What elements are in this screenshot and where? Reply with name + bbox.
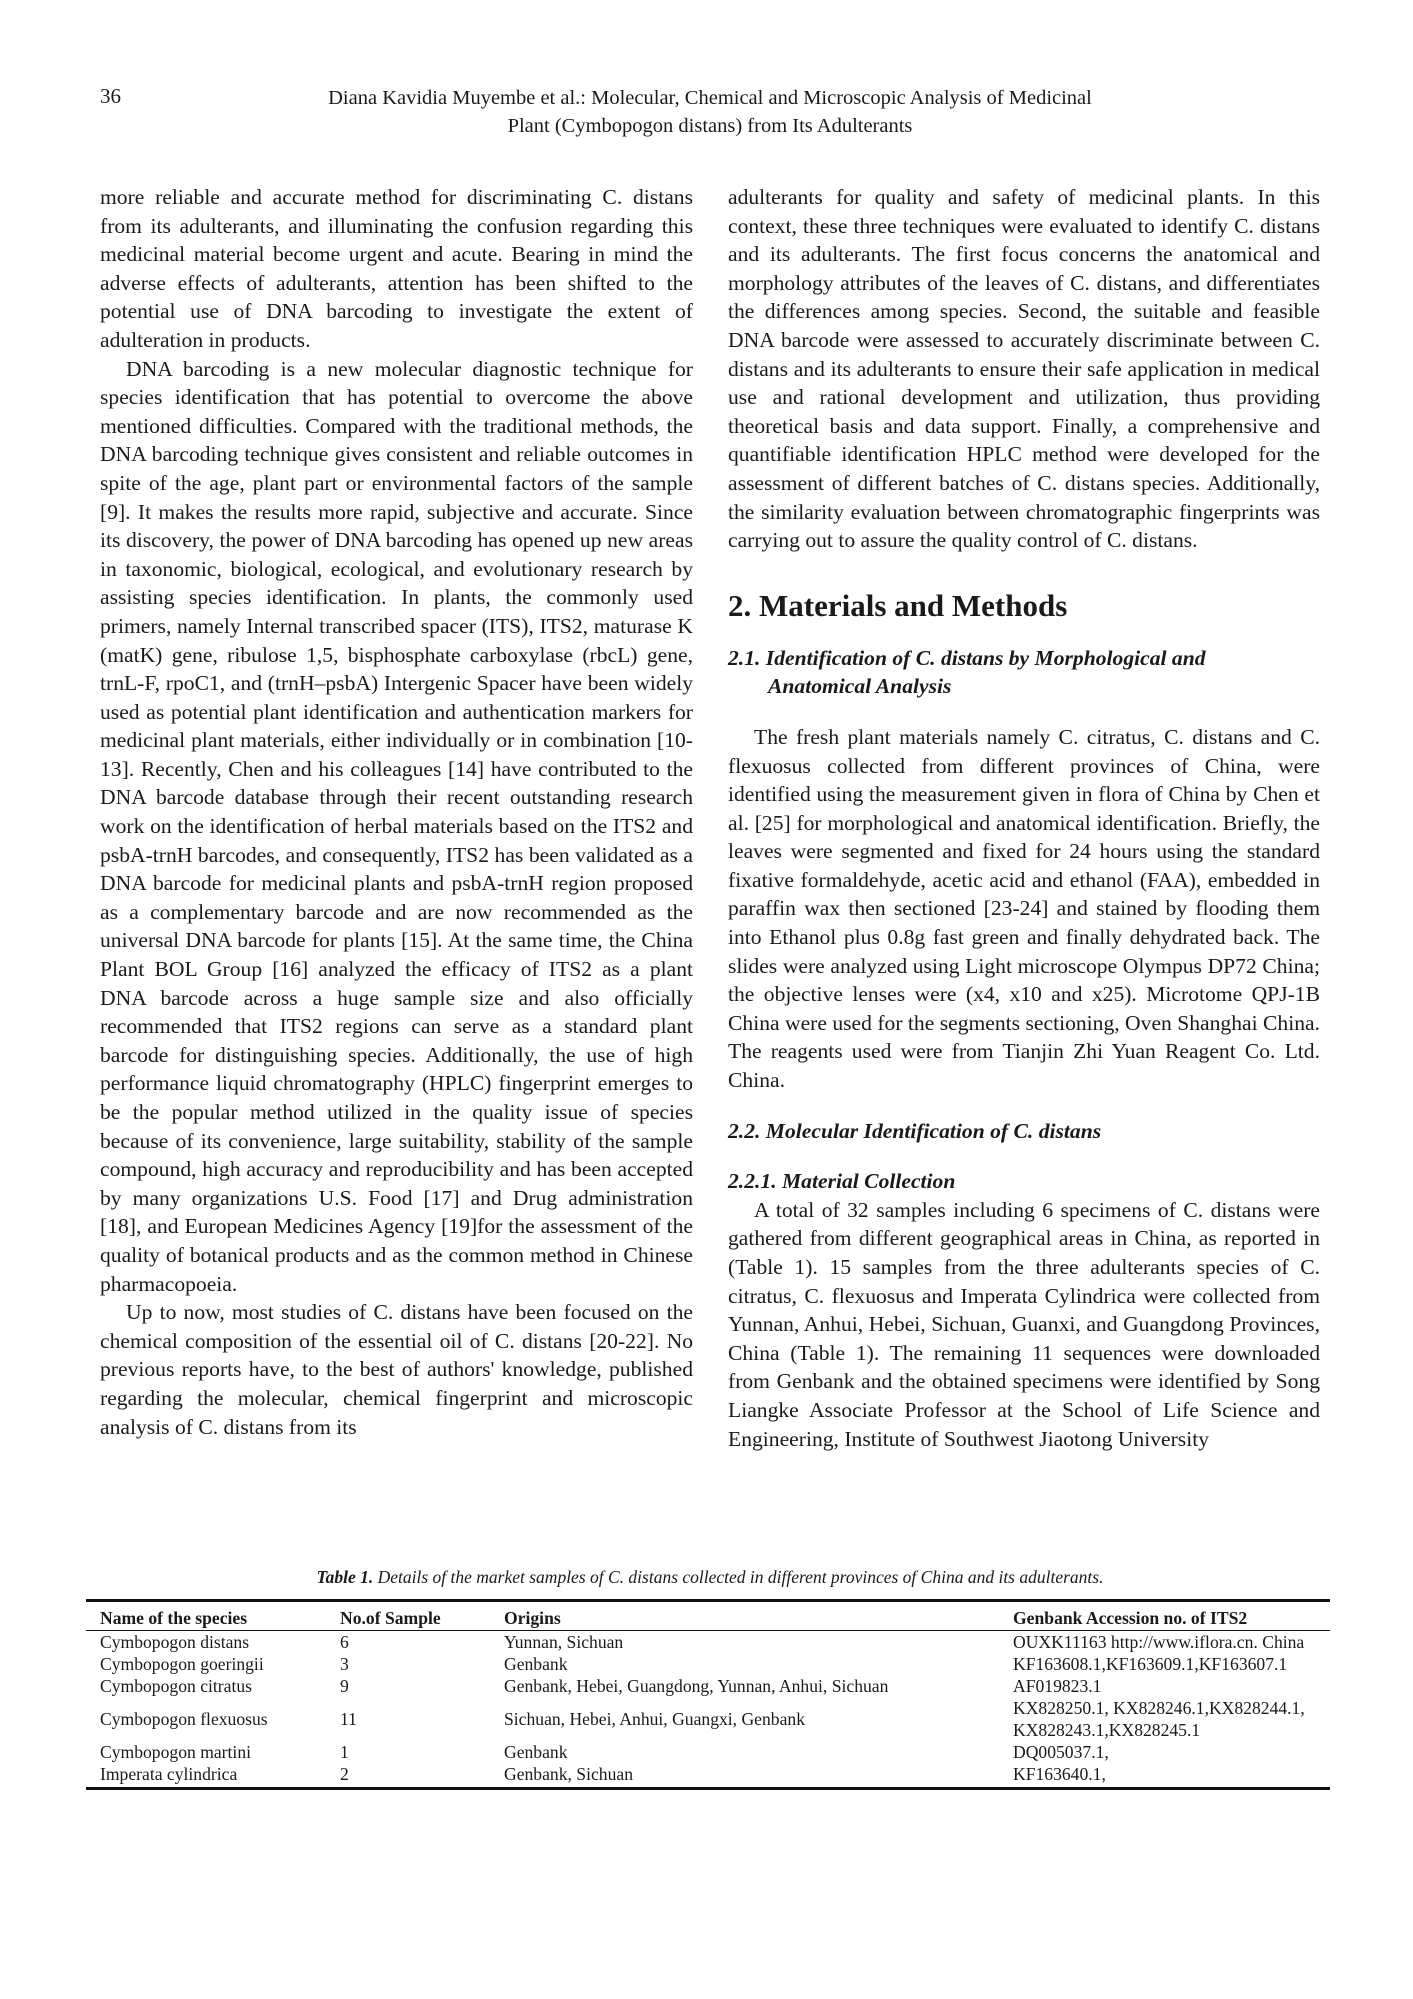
subsection-heading-2-1-line2: Anatomical Analysis bbox=[768, 674, 952, 699]
table-cell: Genbank, Hebei, Guangdong, Yunnan, Anhui, Sichuan bbox=[504, 1676, 889, 1696]
table-row bbox=[86, 1741, 1330, 1763]
table-row bbox=[86, 1675, 1330, 1697]
subsubsection-heading-2-2-1: 2.2.1. Material Collection bbox=[728, 1169, 956, 1194]
left-paragraph-2: DNA barcoding is a new molecular diagnostic technique for species identification that has potential to overcome the above mentioned difficulties. Compared with the traditional methods, the DNA barcoding technique gives consistent and reliable outcomes in spite of the age, plant part or environmental factors of the sample [9]. It makes the results more rapid, subjective and accurate. Since its discovery, the power of DNA barcoding has opened up new areas in taxonomic, biological, ecological, and evolutionary research by assisting species identification. In plants, the commonly used primers, namely Internal transcribed spacer (ITS), ITS2, maturase K (matK) gene, ribulose 1,5, bisphosphate carboxylase (rbcL) gene, trnL-F, rpoC1, and (trnH–psbA) Intergenic Spacer have been widely used as potential plant identification and authentication markers for medicinal plant materials, either individually or in combination [10-13]. Recently, Chen and his colleagues [14] have contributed to the DNA barcode database through their recent outstanding research work on the identification of herbal materials based on the ITS2 and psbA-trnH barcodes, and consequently, ITS2 has been validated as a DNA barcode for medicinal plants and psbA-trnH region proposed as a complementary barcode and are now recommended as the universal DNA barcode for plants [15]. At the same time, the China Plant BOL Group [16] analyzed the efficacy of ITS2 as a plant DNA barcode across a huge sample size and also officially recommended that ITS2 regions can serve as a standard plant barcode for distinguishing species. Additionally, the use of high performance liquid chromatography (HPLC) fingerprint emerges to be the popular method utilized in the quality issue of species because of its convenience, large suitability, stability of the sample compound, high accuracy and reproducibility and has been accepted by many organizations U.S. Food [17] and Drug administration [18], and European Medicines Agency [19]for the assessment of the quality of botanical products and as the common method in Chinese pharmacopoeia. bbox=[100, 356, 693, 1296]
right-paragraph-1: adulterants for quality and safety of medicinal plants. In this context, these three techniques were evaluated to identify C. distans and its adulterants. The first focus concerns the anatomical and morphology attributes of the leaves of C. distans, and differentiates the differences among species. Second, the suitable and feasible DNA barcode were assessed to accurately discriminate between C. distans and its adulterants to ensure their safe application in medical use and rational development and utilization, thus providing theoretical basis and data support. Finally, a comprehensive and quantifiable identification HPLC method were developed for the assessment of different batches of C. distans species. Additionally, the similarity evaluation between chromatographic fingerprints was carrying out to assure the quality control of C. distans. bbox=[728, 185, 1320, 553]
running-header-line1: Diana Kavidia Muyembe et al.: Molecular, Chemical and Microscopic Analysis of Medicinal bbox=[328, 87, 1092, 109]
table-cell: AF019823.1 bbox=[1013, 1676, 1102, 1696]
table-cell: Cymbopogon flexuosus bbox=[100, 1709, 268, 1729]
table-cell: Genbank bbox=[504, 1742, 568, 1762]
table-row bbox=[86, 1653, 1330, 1675]
table-cell: 3 bbox=[340, 1654, 349, 1674]
table-cell: 9 bbox=[340, 1676, 349, 1696]
table-cell: Cymbopogon martini bbox=[100, 1742, 252, 1762]
right-paragraph-2: The fresh plant materials namely C. citratus, C. distans and C. flexuosus collected from different provinces of China, were identified using the measurement given in flora of China by Chen et al. [25] for morphological and anatomical identification. Briefly, the leaves were segmented and fixed for 24 hours using the standard fixative formaldehyde, acetic acid and ethanol (FAA), embedded in paraffin wax then sectioned [23-24] and stained by flooding them into Ethanol plus 0.8g fast green and finally dehydrated back. The slides were analyzed using Light microscope Olympus DP72 China; the objective lenses were (x4, x10 and x25). Microtome QPJ-1B China were used for the segments sectioning, Oven Shanghai China. The reagents used were from Tianjin Zhi Yuan Reagent Co. Ltd. China. bbox=[728, 724, 1320, 1093]
table-row bbox=[86, 1631, 1330, 1654]
table-cell: Yunnan, Sichuan bbox=[504, 1632, 624, 1652]
table-cell: Sichuan, Hebei, Anhui, Guangxi, Genbank bbox=[504, 1709, 805, 1729]
table-cell: Genbank bbox=[504, 1654, 568, 1674]
table-row bbox=[86, 1763, 1330, 1789]
table-header-cell: Origins bbox=[490, 1601, 999, 1631]
table-header-row bbox=[86, 1601, 1330, 1631]
table-cell: KF163608.1,KF163609.1,KF163607.1 bbox=[1013, 1654, 1288, 1674]
table-cell: Imperata cylindrica bbox=[86, 1763, 326, 1789]
left-column bbox=[100, 183, 693, 1441]
left-paragraph-1: more reliable and accurate method for discriminating C. distans from its adulterants, and illuminating the confusion regarding this medicinal material become urgent and acute. Bearing in mind the adverse effects of adulterants, attention has been shifted to the potential use of DNA barcoding to investigate the extent of adulteration in products. bbox=[100, 185, 693, 352]
running-header-line2: Plant (Cymbopogon distans) from Its Adulterants bbox=[507, 115, 913, 137]
right-paragraph-3: A total of 32 samples including 6 specimens of C. distans were gathered from different geographical areas in China, as reported in (Table 1). 15 samples from the three adulterants species of C. citratus, C. flexuosus and Imperata Cylindrica were collected from Yunnan, Anhui, Hebei, Sichuan, Guanxi, and Guangdong Provinces, China (Table 1). The remaining 11 sequences were downloaded from Genbank and the obtained specimens were identified by Song Liangke Associate Professor at the School of Life Science and Engineering, Institute of Southwest Jiaotong University bbox=[728, 1197, 1320, 1451]
subsection-heading-2-1 bbox=[728, 644, 1320, 701]
table-header-cell: Name of the species bbox=[86, 1601, 326, 1631]
table-cell: OUXK11163 http://www.iflora.cn. China bbox=[1013, 1632, 1305, 1652]
running-header bbox=[250, 84, 1170, 140]
table-row bbox=[86, 1697, 1330, 1741]
table-cell: 11 bbox=[340, 1709, 357, 1729]
right-column bbox=[728, 183, 1320, 1453]
table-cell: KF163640.1, bbox=[999, 1763, 1330, 1789]
table-cell: KX828250.1, KX828246.1,KX828244.1, KX828243.1,KX828245.1 bbox=[1013, 1698, 1305, 1740]
table-header-cell: Genbank Accession no. of ITS2 bbox=[999, 1601, 1330, 1631]
samples-table bbox=[86, 1599, 1330, 1790]
table-cell: Cymbopogon citratus bbox=[100, 1676, 252, 1696]
section-heading: 2. Materials and Methods bbox=[728, 587, 1068, 623]
subsection-heading-2-1-line1: 2.1. Identification of C. distans by Morphological and bbox=[728, 645, 1206, 670]
table-caption-text: Details of the market samples of C. distans collected in different provinces of China and its adulterants. bbox=[377, 1567, 1104, 1587]
subsection-heading-2-2: 2.2. Molecular Identification of C. distans bbox=[728, 1118, 1102, 1143]
table-cell: Genbank, Sichuan bbox=[490, 1763, 999, 1789]
table-cell: DQ005037.1, bbox=[1013, 1742, 1109, 1762]
table-caption bbox=[100, 1567, 1320, 1588]
table-cell: Cymbopogon distans bbox=[100, 1632, 250, 1652]
table-cell: 2 bbox=[326, 1763, 490, 1789]
table-header-cell: No.of Sample bbox=[326, 1601, 490, 1631]
table-cell: Cymbopogon goeringii bbox=[100, 1654, 264, 1674]
table-cell: 6 bbox=[340, 1632, 349, 1652]
page-number: 36 bbox=[100, 84, 121, 108]
table-cell: 1 bbox=[340, 1742, 349, 1762]
left-paragraph-3: Up to now, most studies of C. distans have been focused on the chemical composition of the essential oil of C. distans [20-22]. No previous reports have, to the best of authors' knowledge, published regarding the molecular, chemical fingerprint and microscopic analysis of C. distans from its bbox=[100, 1300, 693, 1439]
table-caption-label: Table 1. bbox=[316, 1567, 374, 1587]
